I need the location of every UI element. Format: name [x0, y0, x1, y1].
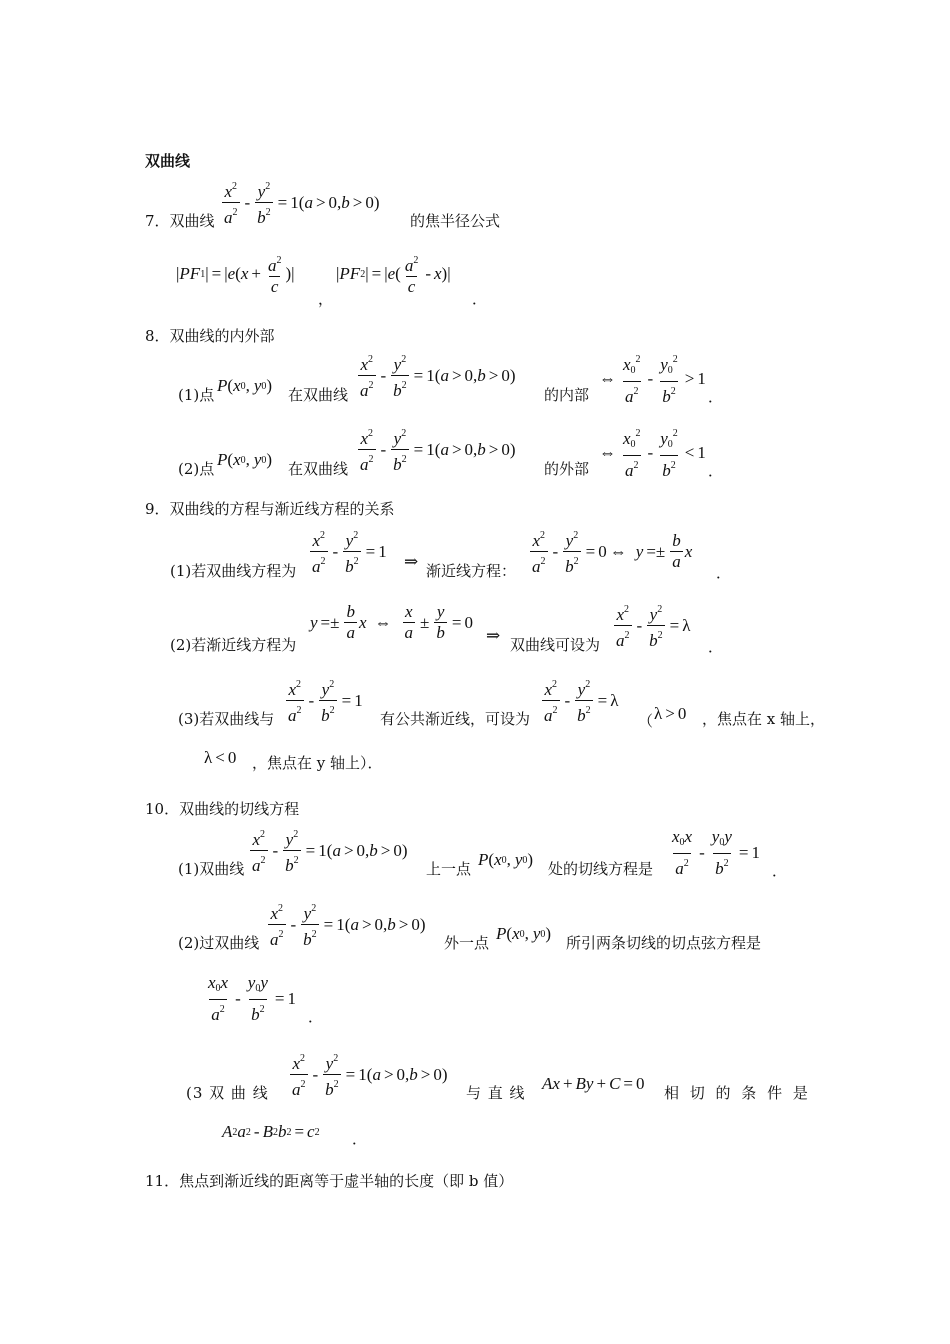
item-10-3-suffix: 相 切 的 条 件 是: [664, 1084, 811, 1102]
formula-lambda-positive: λ > 0: [654, 704, 687, 723]
formula-hyperbola-standard: $x^2$ $a^2$ - $\frac{y^2}{b^2}$ = 1( a > 0, b > 0): [252, 829, 408, 875]
comma: ，: [318, 290, 334, 308]
formula-tangent-line: $x_0x$ $a^2$ - $\frac{y_0y}{b^2}$ = 1: [672, 827, 760, 878]
formula-tangency-condition: A 2 a 2 - B 2 b 2 = c 2: [222, 1122, 320, 1141]
item-8-1-suffix: 的内部: [544, 386, 590, 404]
formula-line: Ax + By + C = 0: [542, 1074, 645, 1093]
formula-focal-radius-1: | PF 1 | = | e ( x + $\frac{a^2}{c}$ )|: [176, 255, 295, 296]
item-7-suffix: 的焦半径公式: [410, 212, 501, 230]
formula-hyperbola-eq-1: $x^2$ $a^2$ - $\frac{y^2}{b^2}$ = 1: [312, 530, 387, 576]
item-8-1-mid: 在双曲线: [288, 386, 349, 404]
formula-point-p: P ( x 0 , y 0 ): [496, 924, 552, 943]
formula-hyperbola-standard: $x^2$ $a^2$ - $\frac{y^2}{b^2}$ = 1( a > 0, b > 0): [292, 1053, 448, 1099]
formula-hyperbola-standard: $x^2$ $a^2$ - $\frac{y^2}{b^2}$ = 1( a > 0, b > 0): [270, 903, 426, 949]
formula-asymptote-relation: $x^2$ $a^2$ - $\frac{y^2}{b^2}$ = 0 ⇔ y =± $\frac{b}{a}$ x: [532, 530, 693, 576]
item-9-2-prefix: (2)若渐近线方程为: [170, 636, 297, 654]
item-10-3-mid: 与 直 线: [466, 1084, 526, 1102]
formula-hyperbola-standard: $x^2$ $a^2$ - $\frac{y^2}{b^2}$ = 1( a > 0, b > 0): [224, 181, 380, 227]
implies-arrow: ⇒: [404, 552, 419, 571]
item-9-1-mid: 渐近线方程：: [426, 562, 517, 580]
formula-chord-of-contact: $x_0x$ $a^2$ - $\frac{y_0y}{b^2}$ = 1: [208, 973, 296, 1024]
item-10-title: 10．双曲线的切线方程: [145, 800, 300, 818]
item-10-1-suffix: 处的切线方程是: [548, 860, 654, 878]
item-10-2-mid: 外一点: [444, 934, 490, 952]
formula-hyperbola-standard: $x^2$ $a^2$ - $\frac{y^2}{b^2}$ = 1( a > 0, b > 0): [360, 354, 516, 400]
item-9-3-prefix: (3)若双曲线与: [178, 710, 275, 728]
formula-point-p: P ( x 0 , y 0 ): [478, 850, 534, 869]
item-9-3-note2: ，焦点在 y 轴上）．: [252, 754, 383, 772]
formula-point-p: P ( x 0 , y 0 ): [217, 376, 273, 395]
period: ．: [708, 388, 724, 406]
item-9-title: 9．双曲线的方程与渐近线方程的关系: [145, 500, 395, 518]
item-9-2-mid: 双曲线可设为: [510, 636, 601, 654]
formula-inside-condition: ⇔ $x_0^2$ $a^2$ - $y_0^2$ $b^2$ > 1: [599, 354, 706, 406]
item-7-label: 7．双曲线: [145, 212, 215, 230]
item-9-3-mid: 有公共渐近线，可设为: [380, 710, 531, 728]
item-8-2-mid: 在双曲线: [288, 460, 349, 478]
implies-arrow: ⇒: [486, 626, 501, 645]
formula-asymptote: y =± $\frac{b}{a}$ x ⇔ x a ± $\frac{y}{b}$ = 0: [310, 602, 473, 642]
formula-outside-condition: ⇔ $x_0^2$ $a^2$ - $y_0^2$ $b^2$ < 1: [599, 428, 706, 480]
period: ．: [472, 290, 488, 308]
formula-hyperbola-lambda: $x^2$ $a^2$ - $\frac{y^2}{b^2}$ = λ: [544, 679, 619, 725]
formula-lambda-negative: λ < 0: [204, 748, 237, 767]
item-8-2-suffix: 的外部: [544, 460, 590, 478]
item-10-1-prefix: (1)双曲线: [178, 860, 245, 878]
open-paren: （: [638, 712, 654, 730]
period: ．: [716, 564, 732, 582]
period: ．: [308, 1008, 324, 1026]
period: ．: [708, 462, 724, 480]
period: ．: [772, 862, 788, 880]
period: ．: [708, 638, 724, 656]
item-10-2-prefix: (2)过双曲线: [178, 934, 260, 952]
item-10-2-suffix: 所引两条切线的切点弦方程是: [566, 934, 762, 952]
period: ．: [352, 1130, 368, 1148]
item-10-1-mid: 上一点: [426, 860, 472, 878]
formula-focal-radius-2: | PF 2 | = | e ( $a^2$ c - x )|: [336, 255, 451, 296]
formula-hyperbola-standard: $x^2$ $a^2$ - $\frac{y^2}{b^2}$ = 1( a > 0, b > 0): [360, 428, 516, 474]
item-8-2-prefix: (2)点: [178, 460, 215, 478]
item-10-3-prefix: (3 双 曲 线: [186, 1084, 269, 1102]
item-8-1-prefix: (1)点: [178, 386, 215, 404]
formula-hyperbola-eq-1: $x^2$ $a^2$ - $\frac{y^2}{b^2}$ = 1: [288, 679, 363, 725]
item-8-title: 8．双曲线的内外部: [145, 327, 275, 345]
item-11-title: 11．焦点到渐近线的距离等于虚半轴的长度（即 b 值）: [145, 1172, 514, 1190]
section-heading: 双曲线: [145, 152, 191, 170]
formula-point-p: P ( x 0 , y 0 ): [217, 450, 273, 469]
item-9-3-note1: ，焦点在 x 轴上，: [702, 710, 825, 728]
item-9-1-prefix: (1)若双曲线方程为: [170, 562, 297, 580]
formula-hyperbola-lambda: $x^2$ $a^2$ - $\frac{y^2}{b^2}$ = λ: [616, 604, 691, 650]
